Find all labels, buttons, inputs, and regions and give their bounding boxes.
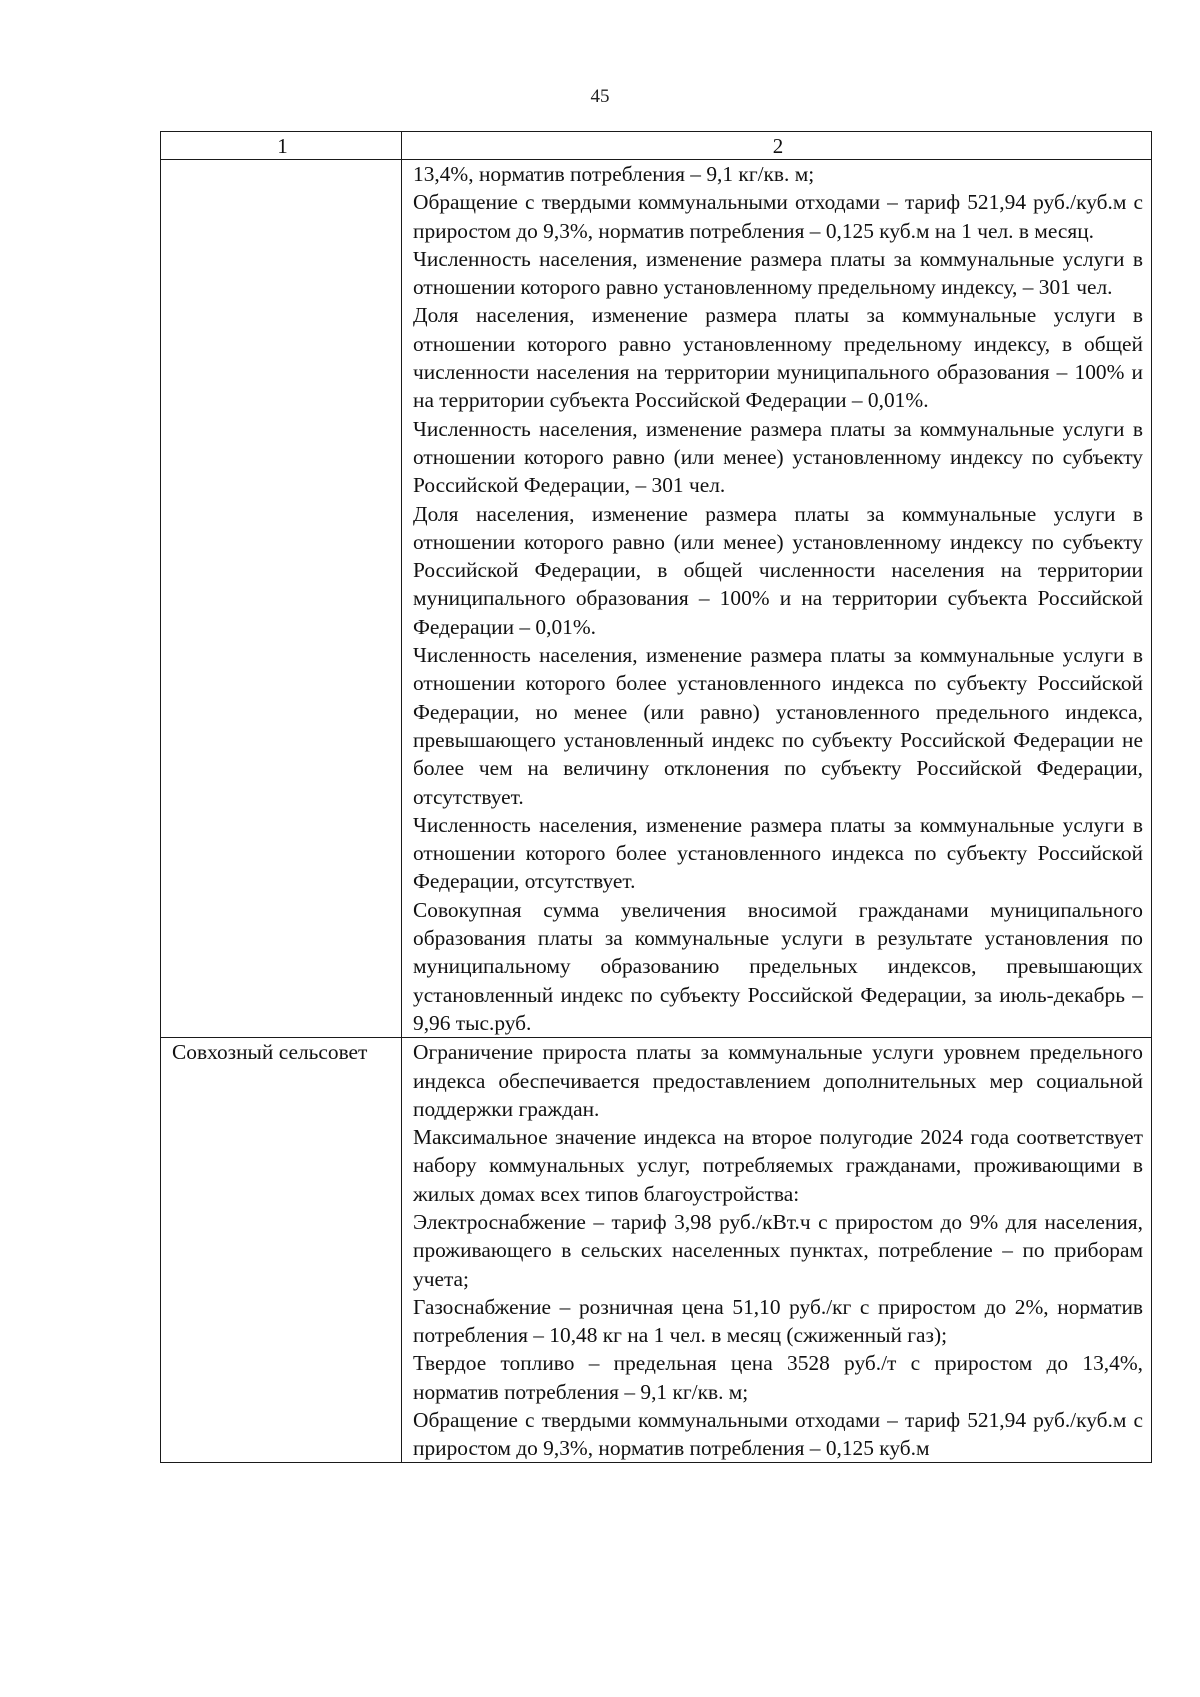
paragraph: Доля населения, изменение размера платы за коммунальные услуги в отношении которого равно (или менее) установленному индексу по субъекту Российской Федерации, в общей численности населения на территории муниципального образования – 100% и на территории субъекта Российской Федерации – 0,01%. <box>413 501 1143 639</box>
continued-paragraph-wrapper <box>413 1406 1143 1462</box>
paragraph: 13,4%, норматив потребления – 9,1 кг/кв. м; <box>413 162 815 186</box>
paragraph: Численность населения, изменение размера платы за коммунальные услуги в отношении которого более установленного индекса по субъекту Российской Федерации, но менее (или равно) установленного предельного индекса, превышающего установленный индекс по субъекту Российской Федерации не более чем на величину отклонения по субъекту Российской Федерации, отсутствует. <box>413 643 1143 809</box>
description-cell <box>402 160 1152 1038</box>
table-header-row <box>161 132 1152 160</box>
municipality-cell: Совхозный сельсовет <box>161 1038 402 1463</box>
municipality-cell <box>161 160 402 1038</box>
paragraph: Численность населения, изменение размера платы за коммунальные услуги в отношении которого равно (или менее) установленному индексу по субъекту Российской Федерации, – 301 чел. <box>413 416 1143 498</box>
paragraph: Численность населения, изменение размера платы за коммунальные услуги в отношении которого более установленного индекса по субъекту Российской Федерации, отсутствует. <box>413 812 1143 894</box>
paragraph: Обращение с твердыми коммунальными отходами – тариф 521,94 руб./куб.м с приростом до 9,3%, норматив потребления – 0,125 куб.м на 1 чел. в месяц. <box>413 190 1143 243</box>
table-row <box>161 1038 1152 1463</box>
paragraph: Твердое топливо – предельная цена 3528 руб./т с приростом до 13,4%, норматив потребления – 9,1 кг/кв. м; <box>413 1351 1143 1404</box>
paragraph: Газоснабжение – розничная цена 51,10 руб./кг с приростом до 2%, норматив потребления – 10,48 кг на 1 чел. в месяц (сжиженный газ); <box>413 1294 1143 1348</box>
description-cell <box>402 1038 1152 1463</box>
page-number: 45 <box>590 86 610 107</box>
paragraph: Ограничение прироста платы за коммунальные услуги уровнем предельного индекса обеспечивается предоставлением дополнительных мер социальной поддержки граждан. <box>413 1040 1143 1121</box>
paragraph: Обращение с твердыми коммунальными отходами – тариф 521,94 руб./куб.м с приростом до 9,3%, норматив потребления – 0,125 куб.м <box>413 1408 1143 1461</box>
table-row <box>161 160 1152 1038</box>
document-table <box>160 131 1152 1463</box>
paragraph: Численность населения, изменение размера платы за коммунальные услуги в отношении которого равно установленному предельному индексу, – 301 чел. <box>413 246 1143 300</box>
paragraph: Совокупная сумма увеличения вносимой гражданами муниципального образования платы за коммунальные услуги в результате установления по муниципальному образованию предельных индексов, превышающих установленный индекс по субъекту Российской Федерации, за июль-декабрь – 9,96 тыс.руб. <box>413 897 1143 1035</box>
paragraph: Максимальное значение индекса на второе полугодие 2024 года соответствует набору коммунальных услуг, потребляемых гражданами, проживающими в жилых домах всех типов благоустройства: <box>413 1125 1143 1206</box>
column-header-1: 1 <box>161 132 402 160</box>
column-header-2: 2 <box>402 132 1152 160</box>
paragraph: Доля населения, изменение размера платы за коммунальные услуги в отношении которого равно установленному предельному индексу, в общей численности населения на территории муниципального образования – 100% и на территории субъекта Российской Федерации – 0,01%. <box>413 303 1143 413</box>
paragraph: Электроснабжение – тариф 3,98 руб./кВт.ч с приростом до 9% для населения, проживающего в сельских населенных пунктах, потребление – по приборам учета; <box>413 1209 1143 1291</box>
